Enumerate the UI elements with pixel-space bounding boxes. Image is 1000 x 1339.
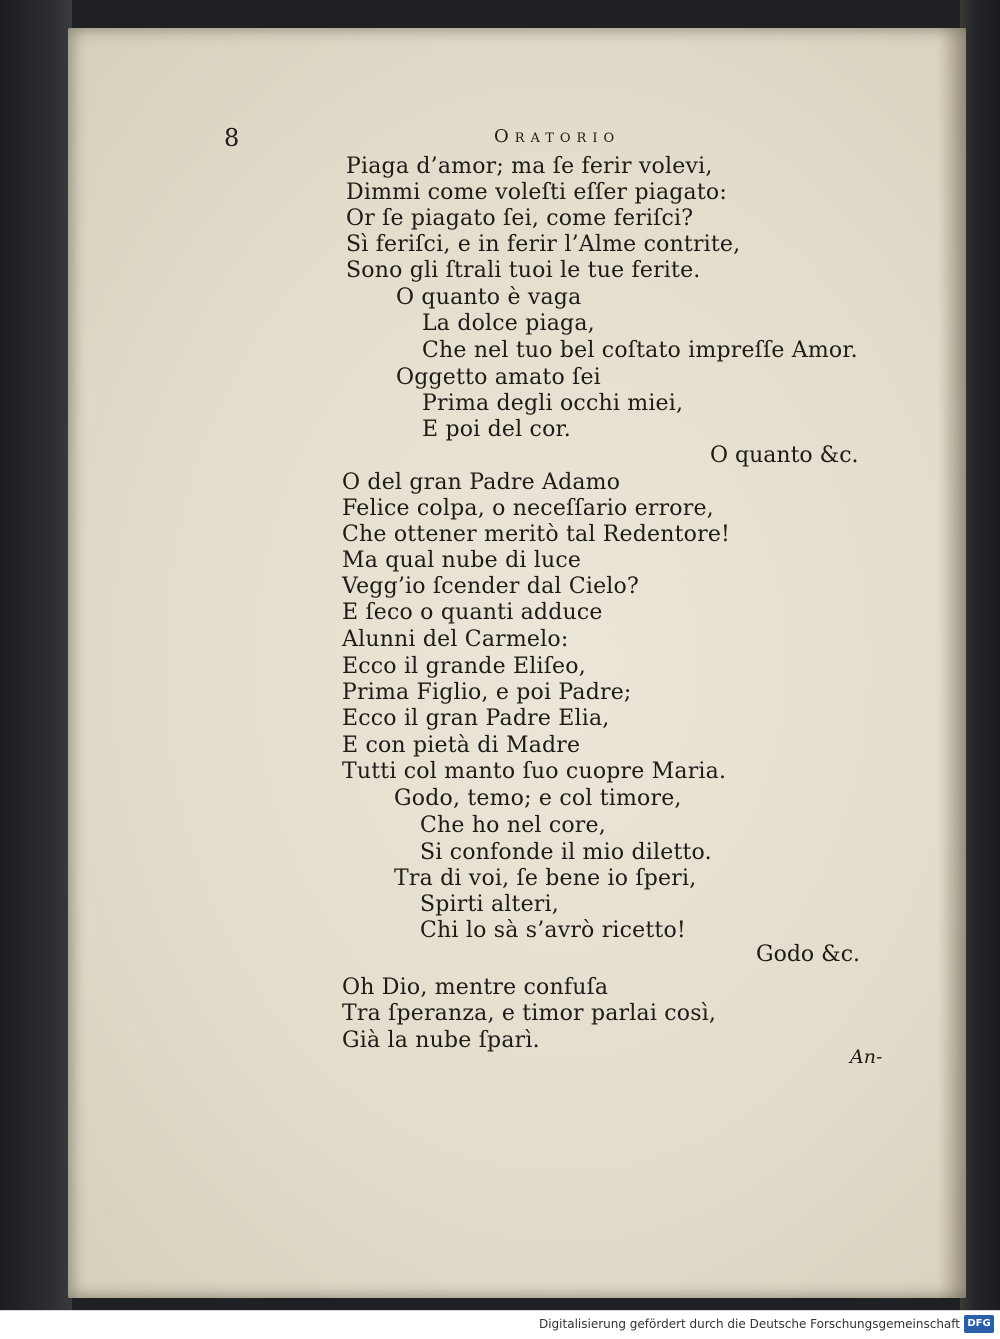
text-line: Piaga d’amor; ma ſe ferir volevi, [346, 154, 713, 179]
running-head: Oratorio [494, 126, 621, 147]
text-line: Or ſe piagato ſei, come feriſci? [346, 206, 694, 231]
text-line: Tra ſperanza, e timor parlai così, [342, 1001, 717, 1026]
text-line: O del gran Padre Adamo [342, 470, 621, 495]
text-line: Tra di voi, ſe bene io ſperi, [394, 866, 697, 891]
aria-cue-godo: Godo &c. [756, 942, 861, 967]
text-line: Vegg’io ſcender dal Cielo? [342, 574, 639, 599]
book-spine-edge [960, 0, 1000, 1310]
text-line: Prima Figlio, e poi Padre; [342, 680, 632, 705]
text-line: Oh Dio, mentre confuſa [342, 975, 609, 1000]
text-line: Già la nube ſparì. [342, 1028, 540, 1053]
text-line: Ecco il grande Eliſeo, [342, 654, 586, 679]
funding-credit: Digitalisierung gefördert durch die Deutsche Forschungsgemeinschaft [538, 1317, 960, 1331]
text-line: Che ottener meritò tal Redentore! [342, 522, 731, 547]
text-line: Che ho nel core, [420, 813, 606, 838]
page-number: 8 [224, 124, 240, 152]
text-line: Godo, temo; e col timore, [394, 786, 682, 811]
text-line: Spirti alteri, [420, 892, 559, 917]
text-line: O quanto è vaga [396, 285, 582, 310]
aria-cue-o-quanto: O quanto &c. [710, 443, 859, 468]
text-line: Prima degli occhi miei, [422, 391, 684, 416]
text-line: Felice colpa, o neceſſario errore, [342, 496, 714, 521]
text-line: Sono gli ſtrali tuoi le tue ferite. [346, 258, 701, 283]
text-line: Si confonde il mio diletto. [420, 840, 712, 865]
footer-bar [0, 1310, 1000, 1339]
text-line: E con pietà di Madre [342, 733, 581, 758]
text-line: Ma qual nube di luce [342, 548, 582, 573]
facing-page-edge [0, 0, 72, 1310]
catchword: An- [850, 1046, 883, 1068]
text-line: E poi del cor. [422, 417, 572, 442]
text-line: Oggetto amato ſei [396, 365, 601, 390]
page-shadow [938, 28, 966, 1298]
text-line: La dolce piaga, [422, 311, 595, 336]
text-line: Sì feriſci, e in ferir l’Alme contrite, [346, 232, 741, 257]
text-line: Che nel tuo bel coſtato impreſſe Amor. [422, 338, 858, 363]
text-line: E ſeco o quanti adduce [342, 600, 603, 625]
text-line: Tutti col manto ſuo cuopre Maria. [342, 759, 727, 784]
text-line: Ecco il gran Padre Elia, [342, 706, 610, 731]
text-line: Chi lo sà s’avrò ricetto! [420, 918, 686, 943]
text-line: Dimmi come voleſti eſſer piagato: [346, 180, 727, 205]
text-line: Alunni del Carmelo: [342, 627, 569, 652]
dfg-logo: DFG [964, 1315, 994, 1333]
